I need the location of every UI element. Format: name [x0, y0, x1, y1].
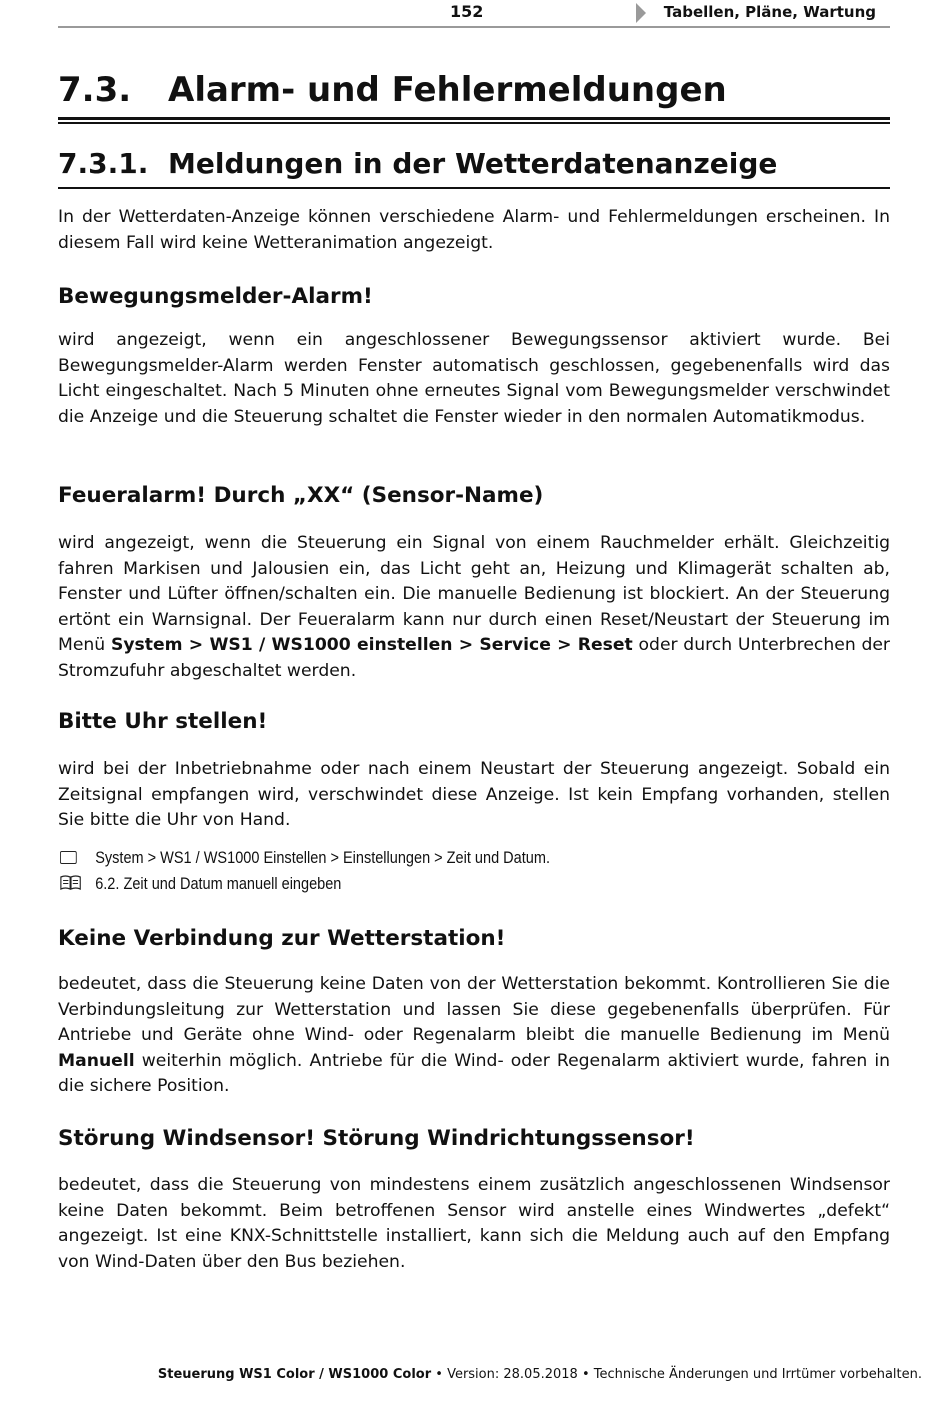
header-divider — [58, 26, 890, 28]
manual-menu-name: Manuell — [58, 1050, 135, 1071]
chapter-reference-text: 6.2. Zeit und Datum manuell eingeben — [95, 875, 342, 893]
chapter-title: Alarm- und Fehlermeldungen — [168, 70, 727, 110]
section-number: 7.3.1. — [58, 147, 149, 180]
message-title-no-connection: Keine Verbindung zur Wetterstation! — [58, 926, 506, 951]
menu-reference-text: System > WS1 / WS1000 Einstellen > Einstellungen > Zeit und Datum. — [95, 849, 550, 867]
page-footer — [158, 1367, 922, 1382]
no-connection-text-part1: bedeutet, dass die Steuerung keine Daten von der Wetterstation bekommt. Kontrollieren Sie die Verbindungsleitung zur Wetterstation und lassen Sie diese gegebenenfalls überprüfen. Für Antriebe und Geräte ohne Wind- oder Regenalarm bleibt die manuelle Bedienung im Menü — [58, 974, 890, 1045]
section-intro: In der Wetterdaten-Anzeige können verschiedene Alarm- und Fehlermeldungen erscheinen. In diesem Fall wird keine Wetteranimation angezeigt. — [58, 207, 890, 253]
section-divider — [58, 187, 890, 189]
chevron-right-icon — [636, 3, 646, 23]
message-title-motion-alarm: Bewegungsmelder-Alarm! — [58, 284, 373, 309]
footer-separator: • — [431, 1367, 448, 1382]
menu-reference — [60, 849, 550, 868]
running-header-title: Tabellen, Pläne, Wartung — [663, 3, 876, 21]
footer-product: Steuerung WS1 Color / WS1000 Color — [157, 1367, 432, 1382]
fire-alarm-menu-path: System > WS1 / WS1000 einstellen > Service > Reset — [110, 635, 633, 655]
message-title-wind-sensor-error: Störung Windsensor! Störung Windrichtungssensor! — [58, 1126, 695, 1151]
page-number: 152 — [450, 2, 484, 21]
message-text-wind-sensor-error: bedeutet, dass die Steuerung von mindestens einem zusätzlich angeschlossenen Windsensor keine Daten bekommt. Beim betroffenen Sensor wird anstelle eines Windwertes „defekt“ angezeigt. Ist eine KNX-Schnittstelle installiert, kann sich die Meldung auch auf den Empfang von Wind-Daten über den Bus beziehen. — [58, 1175, 890, 1272]
message-text-no-connection — [58, 972, 890, 1100]
chapter-number: 7.3. — [58, 70, 132, 110]
section-title: Meldungen in der Wetterdatenanzeige — [168, 147, 778, 180]
message-title-fire-alarm: Feueralarm! Durch „XX“ (Sensor-Name) — [58, 483, 544, 508]
page-header — [58, 0, 890, 28]
footer-note: Technische Änderungen und Irrtümer vorbehalten. — [593, 1367, 922, 1382]
book-icon — [60, 875, 81, 891]
footer-separator: • — [577, 1367, 594, 1382]
message-text-set-clock: wird bei der Inbetriebnahme oder nach einem Neustart der Steuerung angezeigt. Sobald ein Zeitsignal empfangen wird, verschwindet diese Anzeige. Ist kein Empfang vorhanden, stellen Sie bitte die Uhr von Hand. — [58, 759, 890, 830]
no-connection-text-part2: weiterhin möglich. Antriebe für die Wind- oder Regenalarm aktiviert wurde, fahren in die sichere Position. — [58, 1050, 890, 1096]
chapter-reference — [60, 875, 341, 894]
message-text-fire-alarm — [58, 531, 890, 684]
message-title-set-clock: Bitte Uhr stellen! — [58, 709, 268, 734]
message-text-motion-alarm: wird angezeigt, wenn ein angeschlossener Bewegungssensor aktiviert wurde. Bei Bewegungsmelder-Alarm werden Fenster automatisch geschlossen, gegebenenfalls wird das Licht eingeschaltet. Nach 5 Minuten ohne erneutes Signal vom Bewegungsmelder verschwindet die Anzeige und die Steuerung schaltet die Fenster wieder in den normalen Automatikmodus. — [58, 330, 890, 427]
screen-icon — [60, 851, 77, 864]
chapter-divider — [58, 117, 890, 120]
footer-version: Version: 28.05.2018 — [447, 1367, 578, 1382]
fire-alarm-text-part2: oder durch Unterbrechen der Stromzufuhr abgeschaltet werden. — [58, 635, 890, 681]
section-heading — [58, 147, 890, 180]
chapter-divider-secondary — [58, 122, 890, 124]
fire-alarm-text-part1: wird angezeigt, wenn die Steuerung ein Signal von einem Rauchmelder erhält. Gleichzeitig fahren Markisen und Jalousien ein, das Licht geht an, Heizung und Klimagerät schalten ab, Fenster und Lüfter öffnen/schalten ein. Die manuelle Bedienung ist blockiert. An der Steuerung ertönt ein Warnsignal. Der Feueralarm kann nur durch einen Reset/Neustart der Steuerung im Menü — [58, 533, 890, 655]
chapter-heading — [58, 70, 890, 110]
